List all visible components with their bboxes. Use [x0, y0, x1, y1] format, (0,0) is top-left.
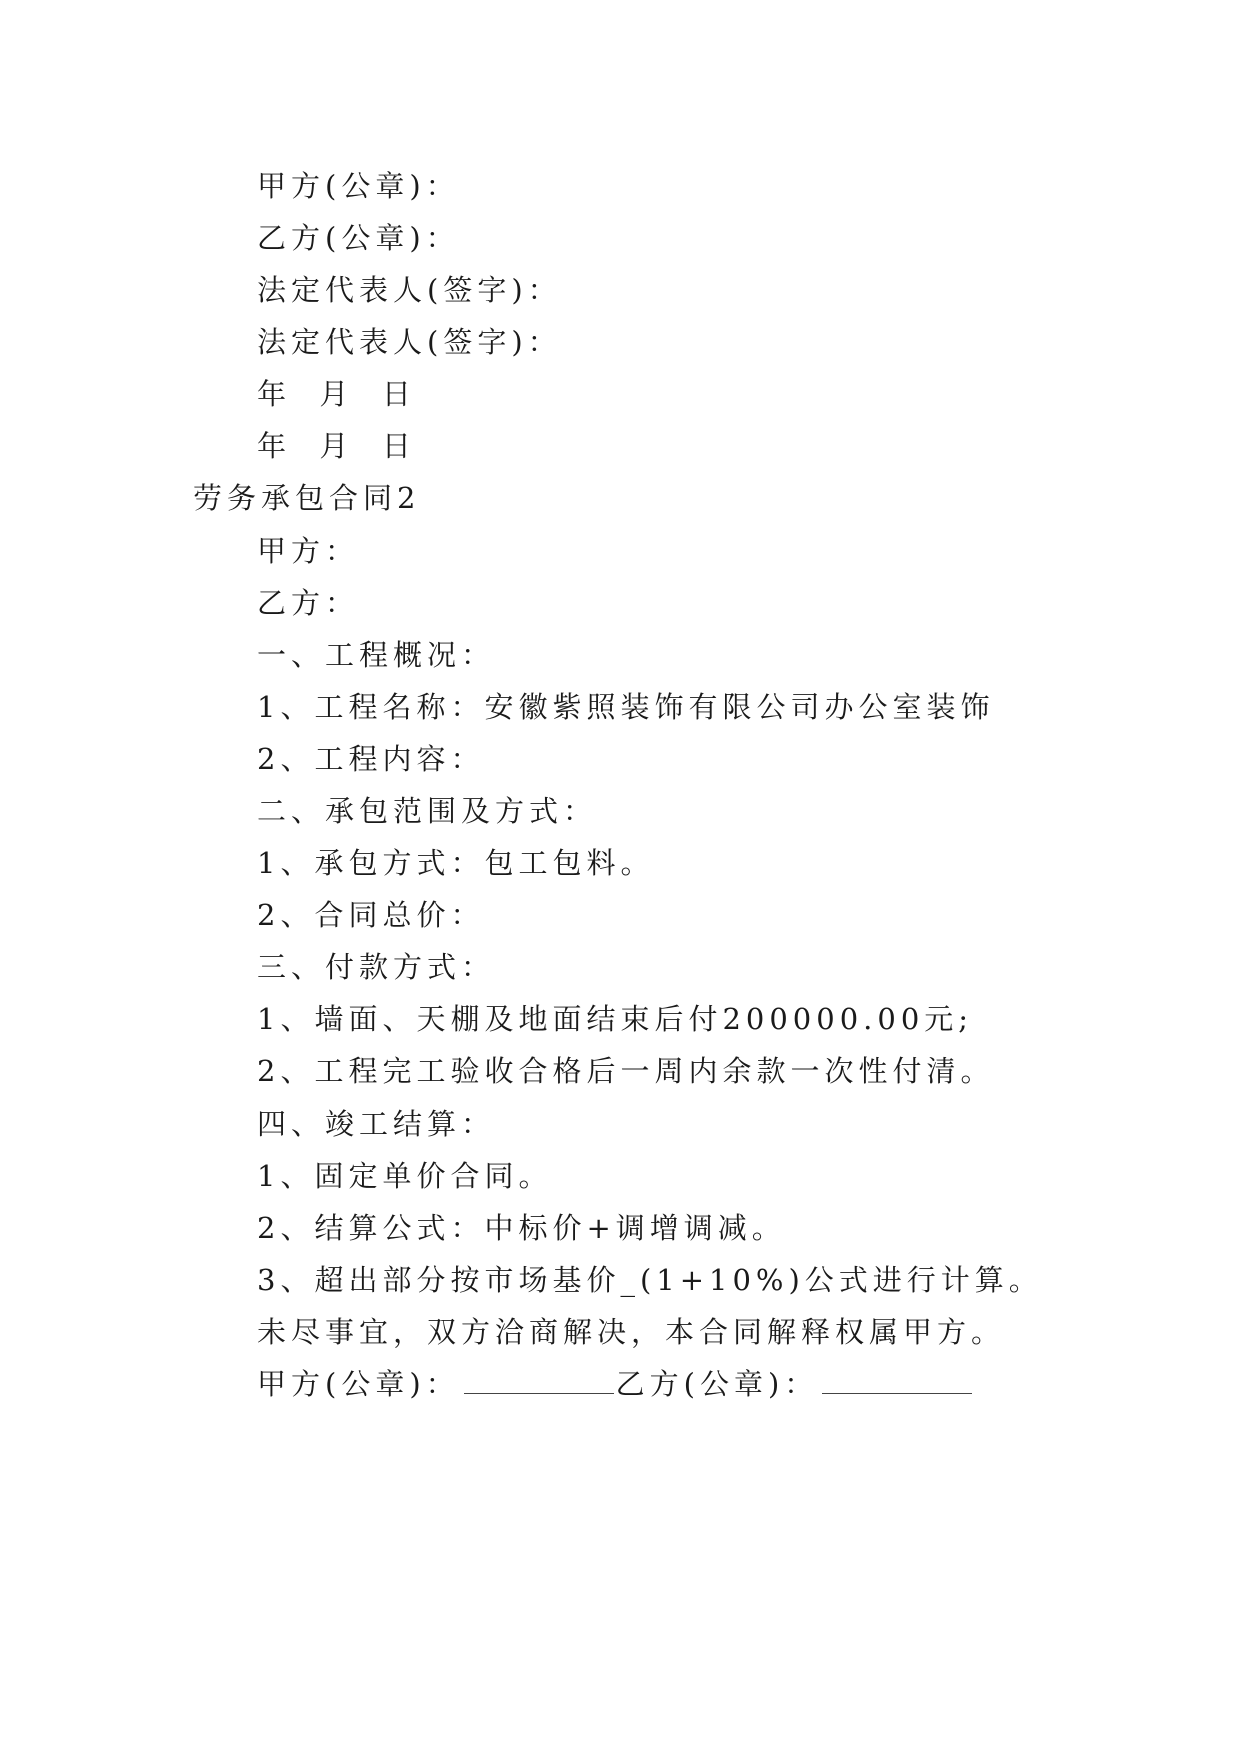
project-content-line: 2、工程内容：	[257, 742, 485, 776]
settlement-term-1: 1、固定单价合同。	[257, 1159, 553, 1193]
date-line-a: 年 月 日	[257, 377, 416, 411]
legal-rep-signature-label-a: 法定代表人(签字)：	[257, 273, 562, 307]
settlement-term-2: 2、结算公式：中标价+调增调减。	[257, 1211, 786, 1245]
party-a-seal-label: 甲方(公章)：	[257, 169, 460, 203]
date-line-b: 年 月 日	[257, 429, 416, 463]
section-project-overview: 一、工程概况：	[257, 638, 496, 672]
payment-term-1: 1、墙面、天棚及地面结束后付200000.00元;	[257, 1002, 974, 1036]
legal-rep-signature-label-b: 法定代表人(签字)：	[257, 325, 562, 359]
closing-clause: 未尽事宜，双方洽商解决，本合同解释权属甲方。	[257, 1315, 1006, 1349]
contract-title: 劳务承包合同2	[193, 481, 421, 515]
section-scope: 二、承包范围及方式：	[257, 794, 598, 828]
section-settlement: 四、竣工结算：	[257, 1107, 496, 1141]
party-a-signature-blank	[464, 1369, 614, 1394]
signature-party-a-label: 甲方(公章)：	[257, 1367, 460, 1401]
project-name-line: 1、工程名称：安徽紫照装饰有限公司办公室装饰	[257, 690, 995, 724]
party-b-seal-label: 乙方(公章)：	[257, 221, 460, 255]
total-price-line: 2、合同总价：	[257, 898, 485, 932]
payment-term-2: 2、工程完工验收合格后一周内余款一次性付清。	[257, 1054, 995, 1088]
contract-method-line: 1、承包方式：包工包料。	[257, 846, 655, 880]
party-b-label: 乙方：	[257, 586, 360, 620]
signature-line	[257, 1364, 972, 1404]
settlement-term-3: 3、超出部分按市场基价_(1+10%)公式进行计算。	[257, 1263, 1043, 1297]
section-payment: 三、付款方式：	[257, 950, 496, 984]
signature-party-b-label: 乙方(公章)：	[615, 1367, 819, 1401]
party-b-signature-blank	[822, 1369, 972, 1394]
party-a-label: 甲方：	[257, 534, 360, 568]
